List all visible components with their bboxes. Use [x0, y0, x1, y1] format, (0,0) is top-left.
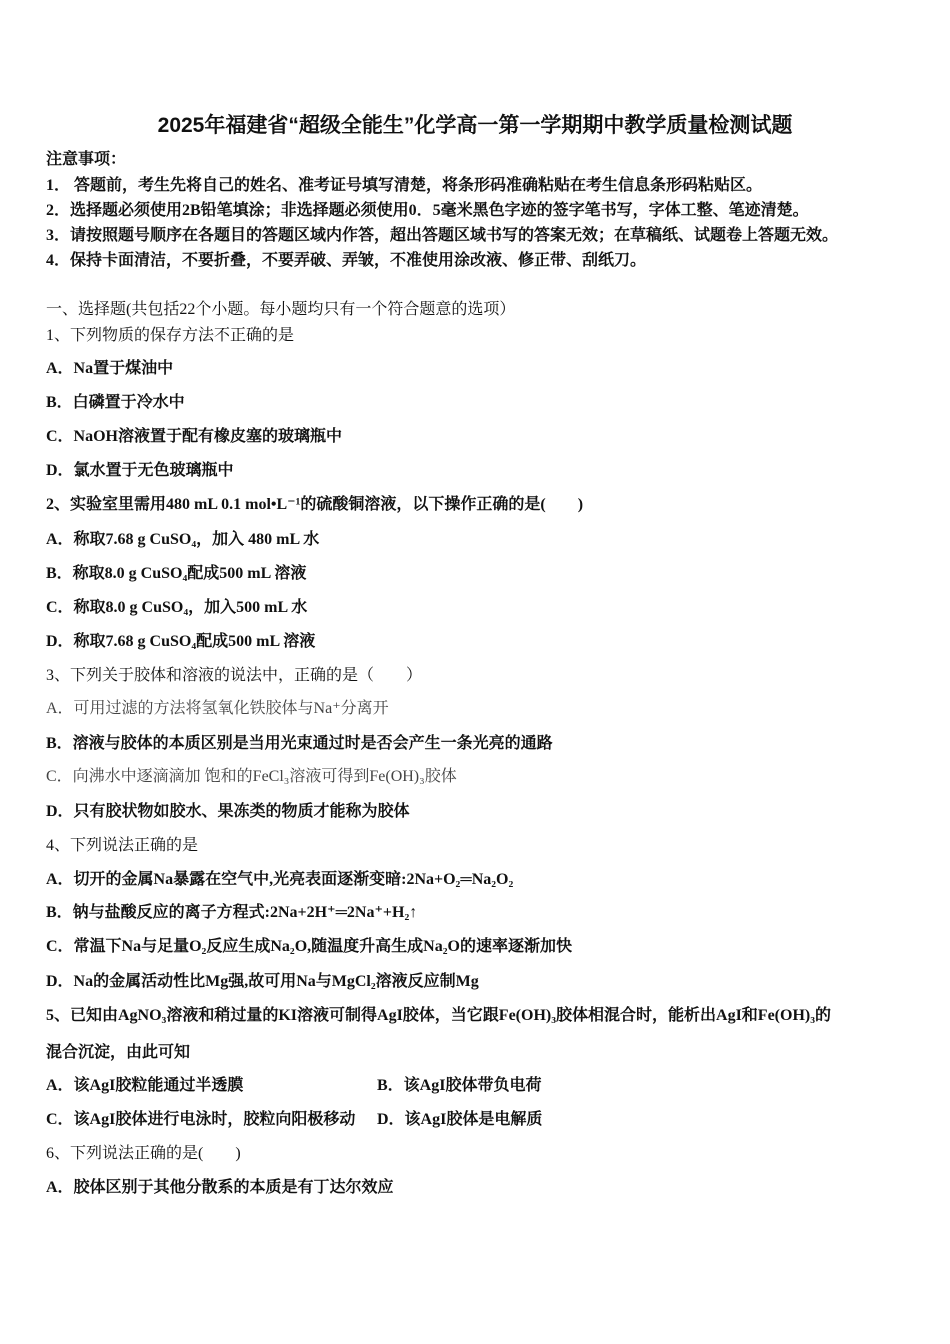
- option: A．切开的金属Na暴露在空气中,光亮表面逐渐变暗:2Na+O₂═Na₂O₂: [46, 871, 514, 888]
- option: A．Na置于煤油中: [46, 360, 174, 377]
- option: C．向沸水中逐滴滴加 饱和的FeCl₃溶液可得到Fe(OH)₃胶体: [46, 768, 457, 785]
- option: C．该AgI胶体进行电泳时，胶粒向阳极移动: [46, 1111, 356, 1128]
- option: B．白磷置于冷水中: [46, 394, 185, 411]
- option: D．Na的金属活动性比Mg强,故可用Na与MgCl₂溶液反应制Mg: [46, 973, 479, 990]
- question-stem: 1、下列物质的保存方法不正确的是: [46, 327, 295, 344]
- question-stem: 4、下列说法正确的是: [46, 837, 199, 854]
- notice-item: 3．请按照题号顺序在各题目的答题区域内作答，超出答题区域书写的答案无效；在草稿纸、试题卷上答题无效。: [46, 227, 839, 244]
- option: D．该AgI胶体是电解质: [377, 1111, 543, 1128]
- option: A．该AgI胶粒能通过半透膜: [46, 1077, 244, 1094]
- section-heading: 一、选择题(共包括22个小题。每小题均只有一个符合题意的选项）: [46, 301, 516, 318]
- option: A．可用过滤的方法将氢氧化铁胶体与Na⁺分离开: [46, 700, 389, 717]
- option: C．NaOH溶液置于配有橡皮塞的玻璃瓶中: [46, 428, 343, 445]
- option: D．只有胶状物如胶水、果冻类的物质才能称为胶体: [46, 803, 410, 820]
- question-stem-continued: 混合沉淀，由此可知: [46, 1044, 191, 1061]
- option: A．称取7.68 g CuSO₄，加入 480 mL 水: [46, 531, 320, 548]
- option: C．称取8.0 g CuSO₄，加入500 mL 水: [46, 599, 308, 616]
- notice-item: 4．保持卡面清洁，不要折叠，不要弄破、弄皱，不准使用涂改液、修正带、刮纸刀。: [46, 252, 647, 269]
- option: B．溶液与胶体的本质区别是当用光束通过时是否会产生一条光亮的通路: [46, 735, 553, 752]
- option: D．称取7.68 g CuSO₄配成500 mL 溶液: [46, 633, 316, 650]
- option: B．钠与盐酸反应的离子方程式:2Na+2H⁺═2Na⁺+H₂↑: [46, 904, 418, 921]
- notice-item: 2．选择题必须使用2B铅笔填涂；非选择题必须使用0．5毫米黑色字迹的签字笔书写，字体工整、笔迹清楚。: [46, 202, 809, 219]
- question-stem: 2、实验室里需用480 mL 0.1 mol•L⁻¹的硫酸铜溶液，以下操作正确的是( ): [46, 496, 584, 513]
- question-stem: 6、下列说法正确的是( ): [46, 1145, 241, 1162]
- notice-heading: 注意事项：: [46, 151, 127, 168]
- question-stem: 3、下列关于胶体和溶液的说法中，正确的是（ ）: [46, 667, 423, 684]
- question-stem: 5、已知由AgNO₃溶液和稍过量的KI溶液可制得AgI胶体，当它跟Fe(OH)₃胶体相混合时，能析出AgI和Fe(OH)₃的: [46, 1007, 832, 1024]
- notice-item: 1． 答题前，考生先将自己的姓名、准考证号填写清楚，将条形码准确粘贴在考生信息条形码粘贴区。: [46, 177, 763, 194]
- option: A．胶体区别于其他分散系的本质是有丁达尔效应: [46, 1179, 394, 1196]
- option: D．氯水置于无色玻璃瓶中: [46, 462, 234, 479]
- option: B．该AgI胶体带负电荷: [377, 1077, 542, 1094]
- option: B．称取8.0 g CuSO₄配成500 mL 溶液: [46, 565, 307, 582]
- option: C．常温下Na与足量O₂反应生成Na₂O,随温度升高生成Na₂O的速率逐渐加快: [46, 938, 572, 955]
- page-title: 2025年福建省“超级全能生”化学高一第一学期期中教学质量检测试题: [157, 114, 793, 137]
